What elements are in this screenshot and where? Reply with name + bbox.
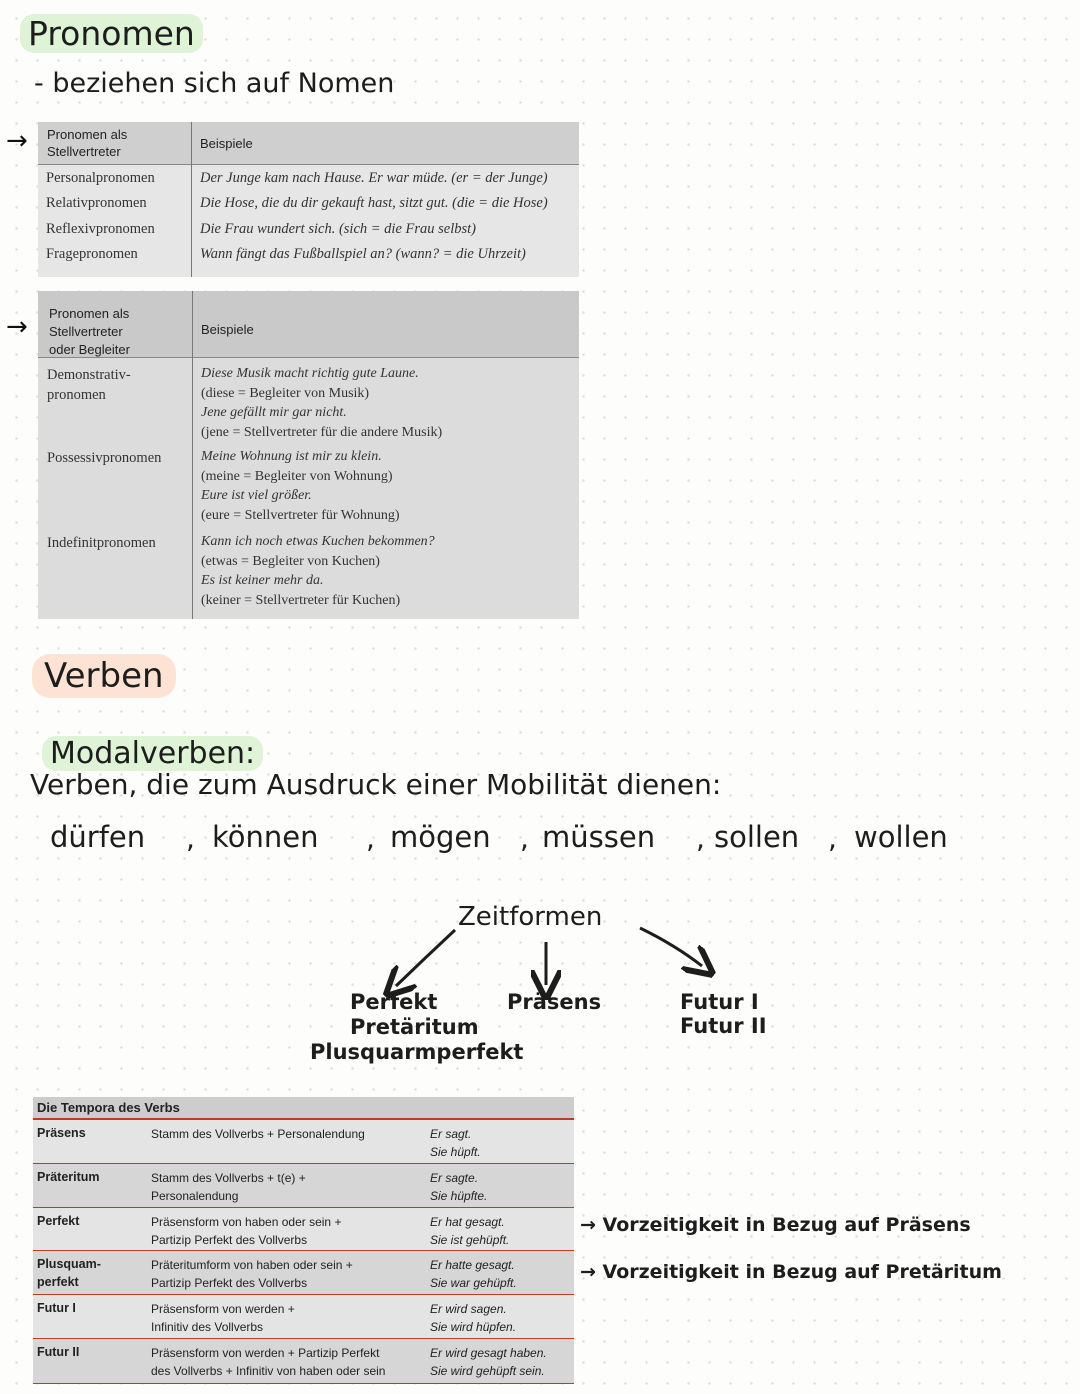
separator: , xyxy=(828,822,837,855)
table-row: Futur I Präsensform von werden + Infinitiv des Vollverbs Er wird sagen. Sie wird hüpfen. xyxy=(33,1295,574,1339)
row-label: Personalpronomen xyxy=(46,170,155,186)
row-example: Die Frau wundert sich. (sich = die Frau selbst) xyxy=(200,221,476,237)
modal-verb: wollen xyxy=(854,820,948,854)
separator: , xyxy=(696,822,705,855)
zeitformen-root: Zeitformen xyxy=(458,902,603,932)
side-note-plusquamperfekt: → Vorzeitigkeit in Bezug auf Pretäritum xyxy=(580,1261,1002,1283)
header-col1: Pronomen als Stellvertreter oder Begleiter xyxy=(49,306,130,357)
row-example: Die Hose, die du dir gekauft hast, sitzt gut. (die = die Hose) xyxy=(200,195,548,211)
modal-verb: können xyxy=(212,820,319,854)
table-row: Präteritum Stamm des Vollverbs + t(e) + Personalendung Er sagte. Sie hüpfte. xyxy=(33,1164,574,1208)
modal-verb: dürfen xyxy=(50,820,146,854)
row-example: Der Junge kam nach Hause. Er war müde. (er = der Junge) xyxy=(200,170,548,186)
note-pronomen: - beziehen sich auf Nomen xyxy=(34,68,395,99)
table-tempora xyxy=(33,1097,574,1384)
separator: , xyxy=(186,822,195,855)
table-row: Plusquam- perfekt Präteritumform von haben oder sein + Partizip Perfekt des Vollverbs Er hatte gesagt. Sie war gehüpft. xyxy=(33,1251,574,1295)
table-title: Die Tempora des Verbs xyxy=(33,1097,574,1120)
modal-definition: Verben, die zum Ausdruck einer Mobilität dienen: xyxy=(30,768,722,801)
row-label: Reflexivpronomen xyxy=(46,221,155,237)
header-col2: Beispiele xyxy=(201,322,254,337)
table-row: Futur II Präsensform von werden + Partizip Perfekt des Vollverbs + Infinitiv von haben oder sein Er wird gesagt haben. Sie wird gehüpft sein. xyxy=(33,1339,574,1384)
zeitformen-middle: Präsens xyxy=(507,990,602,1014)
modal-verb: sollen xyxy=(714,820,800,854)
separator: , xyxy=(366,822,375,855)
arrow-right-icon: → xyxy=(6,312,28,342)
row-example: Wann fängt das Fußballspiel an? (wann? = die Uhrzeit) xyxy=(200,246,526,262)
separator: , xyxy=(520,822,529,855)
modal-title: Modalverben: xyxy=(42,736,263,771)
modal-verb: müssen xyxy=(542,820,656,854)
row-label: Demonstrativ- pronomen xyxy=(47,367,131,403)
table-row: Perfekt Präsensform von haben oder sein + Partizip Perfekt des Vollverbs Er hat gesagt. Sie ist gehüpft. xyxy=(33,1208,574,1251)
row-example: Diese Musik macht richtig gute Laune. (diese = Begleiter von Musik) Jene gefällt mir gar nicht. (jene = Stellvertreter für die andere Musik) xyxy=(201,366,443,440)
row-label: Fragepronomen xyxy=(46,246,138,262)
row-label: Relativpronomen xyxy=(46,195,147,211)
row-example: Meine Wohnung ist mir zu klein. (meine = Begleiter von Wohnung) Eure ist viel größer. (eure = Stellvertreter für Wohnung) xyxy=(201,449,400,523)
row-example: Kann ich noch etwas Kuchen bekommen? (etwas = Begleiter von Kuchen) Es ist keiner mehr da. (keiner = Stellvertreter für Kuchen) xyxy=(201,534,435,608)
side-note-perfekt: → Vorzeitigkeit in Bezug auf Präsens xyxy=(580,1214,971,1236)
heading-verben: Verben xyxy=(32,656,176,696)
zeitformen-left: Perfekt Pretäritum Plusquarmperfekt xyxy=(310,990,524,1064)
arrow-left xyxy=(396,930,455,986)
row-label: Possessivpronomen xyxy=(47,450,162,466)
header-col1: Pronomen als Stellvertreter xyxy=(47,127,128,159)
header-col2: Beispiele xyxy=(200,136,253,151)
zeitformen-right: Futur I Futur II xyxy=(680,990,767,1038)
arrow-right xyxy=(640,928,702,966)
arrow-right-icon: → xyxy=(6,126,28,156)
modal-verb: mögen xyxy=(390,820,491,854)
heading-pronomen: Pronomen xyxy=(20,14,203,53)
table-row: Präsens Stamm des Vollverbs + Personalendung Er sagt. Sie hüpft. xyxy=(33,1120,574,1164)
row-label: Indefinitpronomen xyxy=(47,535,156,551)
